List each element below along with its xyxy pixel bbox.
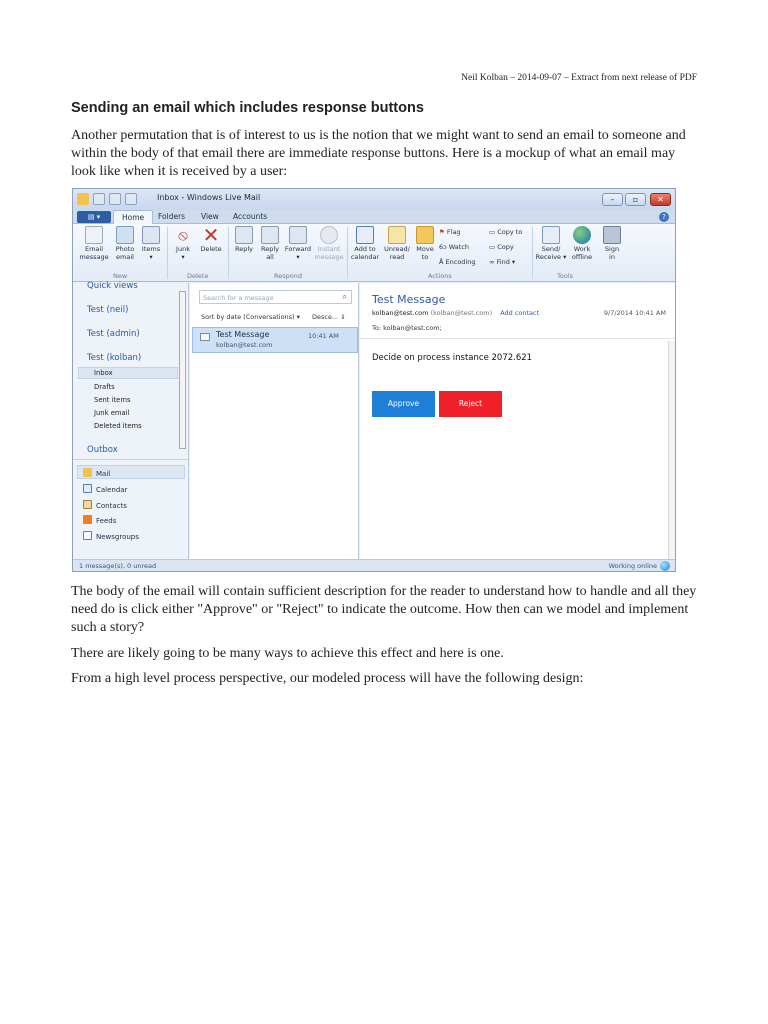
binoculars-icon: ∞ — [489, 258, 495, 266]
ribbon-separator — [532, 227, 533, 279]
copy-icon: ▭ — [489, 243, 496, 251]
junk-icon: ⦸ — [178, 226, 188, 244]
add-contact-link[interactable]: Add contact — [500, 309, 540, 317]
forward-button[interactable] — [283, 226, 313, 261]
ribbon-separator — [167, 227, 168, 279]
calendar-icon — [356, 226, 374, 244]
photo-email-button[interactable] — [111, 226, 139, 261]
mail-app-icon — [77, 193, 89, 205]
folder-pane — [73, 283, 189, 559]
add-to-calendar-button[interactable] — [350, 226, 380, 261]
email-message-label: Email message — [79, 245, 109, 261]
nav-mail[interactable] — [83, 468, 110, 478]
newsgroups-nav-icon — [83, 531, 92, 540]
status-connection: Working online — [608, 562, 657, 570]
watch-label: Watch — [448, 243, 470, 251]
envelope-icon — [200, 333, 210, 341]
flag-label: Flag — [446, 228, 461, 236]
work-offline-button[interactable] — [568, 226, 596, 261]
inbox-highlight — [78, 367, 178, 379]
from-display: (kolban@test.com) — [430, 309, 493, 317]
ribbon — [73, 224, 675, 282]
globe-offline-icon — [573, 226, 591, 244]
work-offline-label: Work offline — [571, 245, 593, 261]
status-bar — [73, 559, 675, 572]
flag-button[interactable] — [439, 228, 461, 236]
reply-all-button[interactable] — [258, 226, 282, 261]
contacts-nav-icon — [83, 500, 92, 509]
folder-drafts[interactable]: Drafts — [94, 383, 115, 391]
account-test-admin[interactable]: Test (admin) — [87, 329, 140, 339]
instant-message-label: Instant message — [314, 245, 344, 261]
from-email: kolban@test.com — [372, 309, 429, 317]
add-to-calendar-label: Add to calendar — [350, 245, 380, 261]
paragraph-intro: Another permutation that is of interest to us is the notion that we might want to send an email to someone and within the body of that email there are immediate response buttons. Here is a mockup of what an email may look like when it is received by a user: — [71, 128, 686, 179]
items-icon — [142, 226, 160, 244]
encoding-icon: Å — [439, 258, 444, 266]
paragraph-design: From a high level process perspective, our modeled process will have the following design: — [71, 671, 584, 686]
nav-calendar-label: Calendar — [96, 486, 128, 494]
reading-pane — [360, 283, 676, 559]
window-title: Inbox - Windows Live Mail — [157, 193, 261, 202]
reply-envelope-icon — [235, 226, 253, 244]
tab-accounts[interactable]: Accounts — [233, 212, 268, 221]
folder-deleted-items[interactable]: Deleted items — [94, 422, 142, 430]
quick-views[interactable]: Quick views — [87, 281, 138, 291]
delete-icon: ✕ — [202, 223, 220, 247]
reading-to: To: kolban@test.com; — [372, 324, 442, 332]
forward-label: Forward ▾ — [284, 245, 312, 261]
search-icon[interactable]: ⌕ — [342, 292, 347, 301]
watch-icon: 6ↄ — [439, 243, 447, 251]
nav-mail-label: Mail — [96, 470, 111, 478]
reading-from — [372, 309, 539, 317]
copy-to-label: Copy to — [497, 228, 523, 236]
sign-in-icon — [603, 226, 621, 244]
email-message-button[interactable] — [79, 226, 109, 261]
nav-feeds[interactable] — [83, 515, 116, 525]
email-body-text: Decide on process instance 2072.621 — [372, 353, 533, 363]
folder-junk-email[interactable]: Junk email — [94, 409, 130, 417]
move-to-button[interactable] — [413, 226, 437, 261]
nav-divider — [73, 459, 189, 460]
nav-feeds-label: Feeds — [96, 517, 117, 525]
reply-all-icon — [261, 226, 279, 244]
copy-to-button[interactable] — [489, 228, 522, 236]
mail-screenshot — [72, 188, 676, 572]
message-time: 10:41 AM — [308, 332, 339, 340]
move-to-label: Move to — [416, 245, 434, 261]
photo-email-icon — [116, 226, 134, 244]
email-message-icon — [85, 226, 103, 244]
message-subject: Test Message — [216, 330, 270, 339]
items-label: Items ▾ — [141, 245, 161, 261]
maximize-button[interactable]: ▫ — [625, 193, 646, 206]
reply-all-label: Reply all — [260, 245, 279, 261]
send-receive-big-icon — [542, 226, 560, 244]
approve-button[interactable]: Approve — [372, 391, 435, 417]
search-input[interactable] — [199, 290, 352, 304]
copy-to-icon: ▭ — [489, 228, 496, 236]
account-test-neil[interactable]: Test (neil) — [87, 305, 129, 315]
paragraph-body-description: The body of the email will contain sufficient description for the reader to understand how to handle and all they need do is click either "Approve" or "Reject" to indicate the outcome. How then can we model and implement such a story? — [71, 584, 697, 635]
forward-icon — [289, 226, 307, 244]
nav-calendar[interactable] — [83, 484, 127, 494]
send-receive-button[interactable] — [535, 226, 567, 261]
group-label-delete: Delete — [187, 272, 209, 280]
ribbon-separator — [347, 227, 348, 279]
folder-scrollbar[interactable] — [179, 291, 186, 449]
send-receive-label: Send/ Receive ▾ — [535, 245, 567, 261]
status-message-count: 1 message(s), 0 unread — [79, 562, 157, 570]
group-label-tools: Tools — [557, 272, 574, 280]
copy-button[interactable] — [489, 243, 514, 251]
page-header: Neil Kolban – 2014-09-07 – Extract from next release of PDF — [461, 73, 697, 83]
encoding-button[interactable] — [439, 258, 476, 266]
globe-icon — [660, 561, 670, 571]
new-message-icon[interactable] — [93, 193, 105, 205]
junk-label: Junk ▾ — [176, 245, 190, 261]
junk-button[interactable] — [171, 226, 195, 261]
instant-message-icon — [320, 226, 338, 244]
paragraph-ways: There are likely going to be many ways to achieve this effect and here is one. — [71, 646, 504, 661]
reading-subject: Test Message — [372, 293, 446, 306]
tab-folders[interactable]: Folders — [158, 212, 186, 221]
group-label-respond: Respond — [274, 272, 302, 280]
window-titlebar — [73, 189, 675, 210]
search-placeholder: Search for a message — [203, 294, 274, 302]
sign-in-button[interactable] — [601, 226, 623, 261]
find-button[interactable] — [489, 258, 515, 266]
reply-label: Reply — [234, 245, 253, 253]
instant-message-button[interactable] — [314, 226, 344, 261]
folder-icon — [416, 226, 434, 244]
ribbon-separator — [228, 227, 229, 279]
unread-envelope-icon — [388, 226, 406, 244]
account-test-kolban[interactable]: Test (kolban) — [87, 353, 142, 363]
reading-date: 9/7/2014 10:41 AM — [603, 309, 666, 317]
nav-contacts[interactable] — [83, 500, 127, 510]
reply-icon[interactable] — [109, 193, 121, 205]
sort-dropdown[interactable]: Sort by date (Conversations) ▾ — [201, 313, 300, 321]
flag-icon: ⚑ — [439, 228, 445, 236]
reply-button[interactable] — [231, 226, 257, 254]
sort-order[interactable]: Desce... ⇓ — [312, 313, 346, 321]
copy-label: Copy — [497, 243, 514, 251]
tab-home[interactable]: Home — [113, 210, 153, 225]
find-label: Find ▾ — [496, 258, 516, 266]
photo-email-label: Photo email — [115, 245, 135, 261]
section-title: Sending an email which includes response buttons — [71, 100, 424, 116]
app-menu-button[interactable]: ▤ ▾ — [77, 211, 111, 223]
items-button[interactable] — [139, 226, 163, 261]
reject-button[interactable]: Reject — [439, 391, 502, 417]
ribbon-tabs — [73, 210, 675, 224]
reading-scrollbar[interactable] — [668, 341, 676, 559]
group-label-new: New — [113, 272, 128, 280]
nav-newsgroups[interactable] — [83, 531, 139, 541]
rss-feed-icon — [83, 515, 92, 524]
folder-outbox[interactable]: Outbox — [87, 445, 118, 455]
delete-button[interactable] — [197, 223, 225, 254]
folder-sent-items[interactable]: Sent items — [94, 396, 131, 404]
message-from: kolban@test.com — [216, 341, 273, 349]
sign-in-label: Sign in — [604, 245, 620, 261]
group-label-actions: Actions — [428, 272, 452, 280]
close-button[interactable]: ✕ — [650, 193, 671, 206]
calendar-nav-icon — [83, 484, 92, 493]
nav-contacts-label: Contacts — [96, 502, 127, 510]
unread-read-label: Unread/ read — [384, 245, 410, 261]
minimize-button[interactable]: – — [602, 193, 623, 206]
folder-inbox[interactable]: Inbox — [94, 369, 113, 377]
help-icon[interactable]: ? — [659, 212, 669, 222]
nav-newsgroups-label: Newsgroups — [96, 533, 139, 541]
mail-nav-icon — [83, 468, 92, 477]
delete-label: Delete — [200, 245, 222, 253]
send-receive-icon[interactable] — [125, 193, 137, 205]
unread-read-button[interactable] — [382, 226, 412, 261]
tab-view[interactable]: View — [201, 212, 219, 221]
message-list-pane — [190, 283, 359, 559]
encoding-label: Encoding — [445, 258, 476, 266]
reading-pane-header — [360, 283, 676, 339]
watch-button[interactable] — [439, 243, 469, 251]
